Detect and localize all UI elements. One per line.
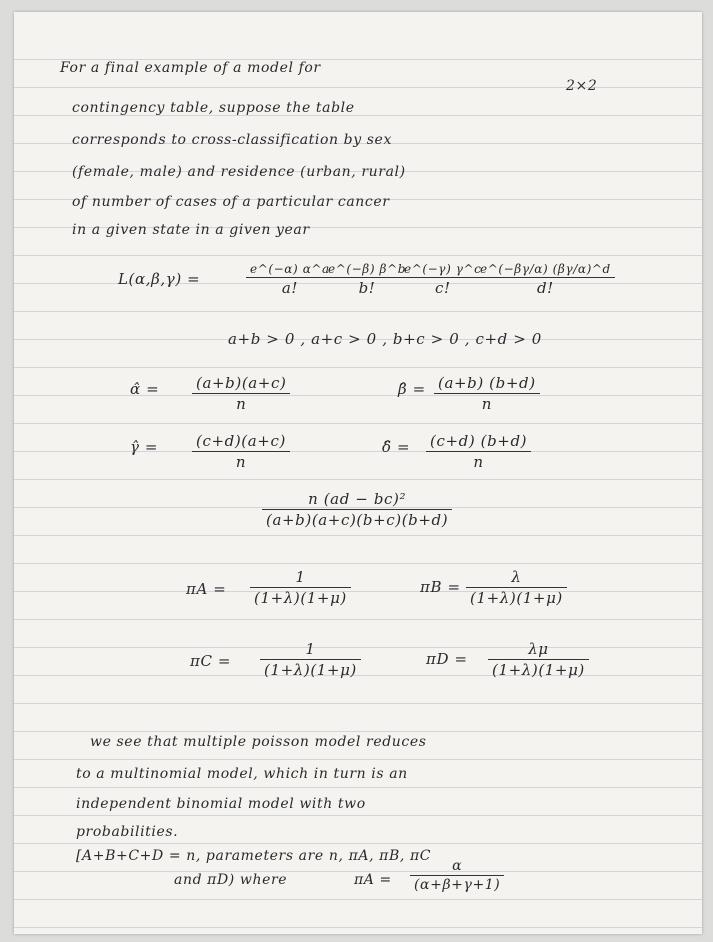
conclusion-pi-a-den: (α+β+γ+1)	[410, 875, 504, 893]
likelihood-term-2	[324, 262, 410, 297]
conclusion-pi-a-num: α	[452, 858, 463, 874]
pi-a-fraction	[250, 568, 351, 607]
test-statistic-den: (a+b)(a+c)(b+c)(b+d)	[262, 509, 452, 529]
pi-b-den: (1+λ)(1+μ)	[466, 587, 567, 607]
notebook-page	[14, 12, 702, 934]
pi-d-num: λμ	[528, 640, 549, 658]
alpha-hat-lhs: α̂ =	[130, 380, 160, 398]
conclusion-line-2: to a multinomial model, which in turn is an	[76, 766, 408, 782]
likelihood-lhs: L(α,β,γ) =	[118, 270, 201, 288]
alpha-hat-fraction	[192, 374, 290, 413]
conclusion-line-1: we see that multiple poisson model reduces	[90, 734, 427, 750]
intro-line-6: in a given state in a given year	[72, 222, 310, 238]
intro-line-3: corresponds to cross-classification by sex	[72, 132, 392, 148]
delta-hat-num: (c+d) (b+d)	[430, 432, 528, 450]
test-statistic-num: n (ad − bc)²	[308, 490, 407, 508]
intro-line-2: contingency table, suppose the table	[72, 100, 355, 116]
likelihood-term-2-den: b!	[324, 277, 410, 297]
pi-b-lhs: πB =	[420, 578, 461, 596]
likelihood-term-4	[476, 262, 615, 297]
beta-hat-lhs: β̂ =	[398, 380, 426, 398]
pi-b-num: λ	[511, 568, 522, 586]
intro-line-1-tail: 2×2	[566, 78, 598, 94]
likelihood-term-1-num: e^(−α) α^a	[250, 262, 330, 276]
pi-c-den: (1+λ)(1+μ)	[260, 659, 361, 679]
alpha-hat-den: n	[192, 393, 290, 413]
pi-b-fraction	[466, 568, 567, 607]
gamma-hat-fraction	[192, 432, 290, 471]
pi-a-den: (1+λ)(1+μ)	[250, 587, 351, 607]
conclusion-line-3: independent binomial model with two	[76, 796, 366, 812]
likelihood-term-1	[246, 262, 334, 297]
delta-hat-fraction	[426, 432, 531, 471]
pi-c-lhs: πC =	[190, 652, 232, 670]
gamma-hat-num: (c+d)(a+c)	[196, 432, 286, 450]
conclusion-line-4: probabilities.	[76, 824, 179, 840]
gamma-hat-den: n	[192, 451, 290, 471]
gamma-hat-lhs: γ̂ =	[130, 438, 159, 456]
conclusion-line-5: [A+B+C+D = n, parameters are n, πA, πB, πC	[76, 848, 432, 864]
delta-hat-lhs: δ̂ =	[382, 438, 411, 456]
pi-c-num: 1	[305, 640, 316, 658]
intro-line-4: (female, male) and residence (urban, rural)	[72, 164, 406, 180]
likelihood-term-1-den: a!	[246, 277, 334, 297]
intro-line-5: of number of cases of a particular cancer	[72, 194, 390, 210]
delta-hat-den: n	[426, 451, 531, 471]
pi-a-lhs: πA =	[186, 580, 227, 598]
beta-hat-den: n	[434, 393, 540, 413]
beta-hat-num: (a+b) (b+d)	[438, 374, 536, 392]
likelihood-term-3	[400, 262, 486, 297]
likelihood-term-3-den: c!	[400, 277, 486, 297]
likelihood-term-2-num: e^(−β) β^b	[328, 262, 406, 276]
conclusion-pi-a-lhs: πA =	[354, 872, 392, 888]
alpha-hat-num: (a+b)(a+c)	[196, 374, 287, 392]
conclusion-pi-a-fraction	[410, 858, 504, 893]
test-statistic-fraction	[262, 490, 452, 529]
beta-hat-fraction	[434, 374, 540, 413]
constraints: a+b > 0 , a+c > 0 , b+c > 0 , c+d > 0	[228, 330, 542, 348]
pi-c-fraction	[260, 640, 361, 679]
pi-d-fraction	[488, 640, 589, 679]
intro-line-1: For a final example of a model for	[60, 60, 321, 76]
conclusion-line-6: and πD) where	[174, 872, 288, 888]
likelihood-term-4-den: d!	[476, 277, 615, 297]
pi-d-lhs: πD =	[426, 650, 468, 668]
pi-a-num: 1	[295, 568, 306, 586]
likelihood-term-3-num: e^(−γ) γ^c	[404, 262, 482, 276]
pi-d-den: (1+λ)(1+μ)	[488, 659, 589, 679]
likelihood-term-4-num: e^(−βγ/α) (βγ/α)^d	[480, 262, 611, 276]
